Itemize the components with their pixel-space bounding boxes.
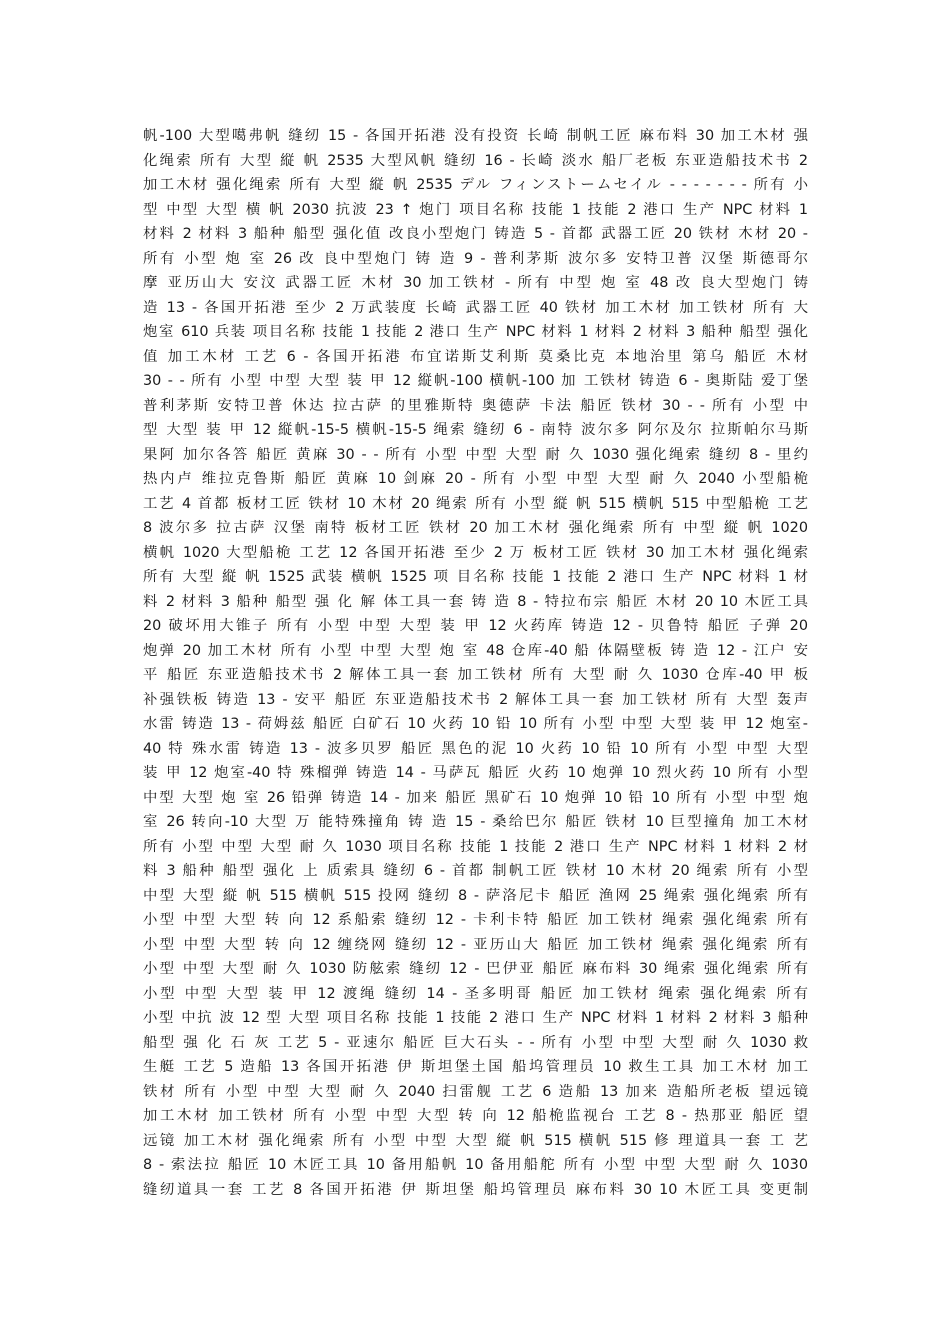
text-line: 小型 中型 大型 装 甲 12 渡绳 缝纫 14 - 圣多明哥 船匠 加工铁材 绳索 强化绳索 所有 — [143, 985, 808, 1002]
text-line: 帆-100 大型噶弗帆 缝纫 15 - 各国开拓港 没有投资 长崎 制帆工匠 麻布料 30 加工木材 强 — [143, 128, 808, 144]
text-line: 值 加工木材 工艺 6 - 各国开拓港 布宜诺斯艾利斯 莫桑比克 本地治里 第乌 船匠 木材 — [143, 348, 808, 365]
text-line: 中型 大型 縦 帆 515 横帆 515 投网 缝纫 8 - 萨洛尼卡 船匠 渔网 25 绳索 强化绳索 所有 — [143, 887, 808, 904]
text-line: 炮弹 20 加工木材 所有 小型 中型 大型 炮 室 48 仓库-40 船 体隔壁板 铸 造 12 - 江户 安 — [143, 642, 808, 659]
document-body-text — [143, 124, 808, 1202]
text-line: 30 - - 所有 小型 中型 大型 装 甲 12 縦帆-100 横帆-100 加 工铁材 铸造 6 - 奥斯陆 爱丁堡 — [143, 373, 808, 389]
text-line: 所有 小型 中型 大型 耐 久 1030 项目名称 技能 1 技能 2 港口 生产 NPC 材料 1 材料 2 材 — [143, 838, 808, 855]
text-line: 工艺 4 首都 板材工匠 铁材 10 木材 20 绳索 所有 小型 縦 帆 515 横帆 515 中型船桅 工艺 — [143, 495, 808, 512]
text-line: 远镜 加工木材 强化绳索 所有 小型 中型 大型 縦 帆 515 横帆 515 修 理道具一套 工 艺 — [143, 1132, 808, 1149]
text-line: 普利茅斯 安特卫普 休达 拉古萨 的里雅斯特 奥德萨 卡法 船匠 铁材 30 - - 所有 小型 中 — [143, 397, 808, 414]
text-line: 20 破坏用大锥子 所有 小型 中型 大型 装 甲 12 火药库 铸造 12 - 贝鲁特 船匠 子弹 20 — [143, 618, 808, 634]
text-line: 炮室 610 兵装 项目名称 技能 1 技能 2 港口 生产 NPC 材料 1 材料 2 材料 3 船种 船型 强化 — [143, 324, 808, 340]
text-line: 平 船匠 东亚造船技术书 2 解体工具一套 加工铁材 所有 大型 耐 久 1030 仓库-40 甲 板 — [143, 667, 808, 683]
text-line: 热内卢 维拉克鲁斯 船匠 黄麻 10 剑麻 20 - 所有 小型 中型 大型 耐 久 2040 小型船桅 — [143, 471, 808, 487]
text-line: 小型 中型 大型 转 向 12 系船索 缝纫 12 - 卡利卡特 船匠 加工铁材 绳索 强化绳索 所有 — [143, 912, 808, 928]
text-line: 所有 小型 炮 室 26 改 良中型炮门 铸 造 9 - 普利茅斯 波尔多 安特卫普 汉堡 斯德哥尔 — [143, 250, 808, 267]
text-line: 船型 强 化 石 灰 工艺 5 - 亚速尔 船匠 巨大石头 - - 所有 小型 中型 大型 耐 久 1030 救 — [143, 1034, 808, 1051]
text-line: 生艇 工艺 5 造船 13 各国开拓港 伊 斯坦堡土国 船坞管理员 10 救生工具 加工木材 加工 — [143, 1059, 808, 1075]
text-line: 加工木材 强化绳索 所有 大型 縦 帆 2535 デル フィンストームセイル - - - - - - - 所有 小 — [143, 177, 808, 193]
text-line: 中型 大型 炮 室 26 铅弹 铸造 14 - 加来 船匠 黑矿石 10 炮弹 10 铅 10 所有 小型 中型 炮 — [143, 789, 808, 806]
text-line: 型 中型 大型 横 帆 2030 抗波 23 ↑ 炮门 项目名称 技能 1 技能 2 港口 生产 NPC 材料 1 — [143, 201, 808, 218]
text-line: 所有 大型 縦 帆 1525 武装 横帆 1525 项 目名称 技能 1 技能 2 港口 生产 NPC 材料 1 材 — [143, 569, 808, 585]
text-line: 果阿 加尔各答 船匠 黄麻 30 - - 所有 小型 中型 大型 耐 久 1030 强化绳索 缝纫 8 - 里约 — [143, 446, 808, 463]
text-line: 小型 中型 大型 耐 久 1030 防舷索 缝纫 12 - 巴伊亚 船匠 麻布料 30 绳索 强化绳索 所有 — [143, 961, 808, 977]
text-line: 料 2 材料 3 船种 船型 强 化 解 体工具一套 铸 造 8 - 特拉布宗 船匠 木材 20 10 木匠工具 — [143, 593, 808, 610]
text-line: 40 特 殊水雷 铸造 13 - 波多贝罗 船匠 黑色的泥 10 火药 10 铅 10 所有 小型 中型 大型 — [143, 740, 808, 757]
text-line: 小型 中型 大型 转 向 12 缠绕网 缝纫 12 - 亚历山大 船匠 加工铁材 绳索 强化绳索 所有 — [143, 936, 808, 953]
text-line: 料 3 船种 船型 强化 上 质索具 缝纫 6 - 首都 制帆工匠 铁材 10 木材 20 绳索 所有 小型 — [143, 863, 808, 879]
text-line: 摩 亚历山大 安汶 武器工匠 木材 30 加工铁材 - 所有 中型 炮 室 48 改 良大型炮门 铸 — [143, 275, 808, 291]
text-line: 造 13 - 各国开拓港 至少 2 万武装度 长崎 武器工匠 40 铁材 加工木材 加工铁材 所有 大 — [143, 299, 808, 316]
text-line: 化绳索 所有 大型 縦 帆 2535 大型风帆 缝纫 16 - 长崎 淡水 船厂老板 东亚造船技术书 2 — [143, 152, 808, 169]
text-line: 补强铁板 铸造 13 - 安平 船匠 东亚造船技术书 2 解体工具一套 加工铁材 所有 大型 轰声 — [143, 691, 808, 708]
text-line: 装 甲 12 炮室-40 特 殊榴弹 铸造 14 - 马萨瓦 船匠 火药 10 炮弹 10 烈火药 10 所有 小型 — [143, 765, 808, 781]
text-line: 横帆 1020 大型船桅 工艺 12 各国开拓港 至少 2 万 板材工匠 铁材 30 加工木材 强化绳索 — [143, 544, 808, 561]
text-line: 室 26 转向-10 大型 万 能特殊撞角 铸 造 15 - 桑给巴尔 船匠 铁材 10 巨型撞角 加工木材 — [143, 814, 808, 830]
text-line: 小型 中抗 波 12 型 大型 项目名称 技能 1 技能 2 港口 生产 NPC 材料 1 材料 2 材料 3 船种 — [143, 1010, 808, 1026]
text-line: 水雷 铸造 13 - 荷姆兹 船匠 白矿石 10 火药 10 铅 10 所有 小型 中型 大型 装 甲 12 炮室- — [143, 716, 808, 732]
text-line: 缝纫道具一套 工艺 8 各国开拓港 伊 斯坦堡 船坞管理员 麻布料 30 10 木匠工具 变更制 — [143, 1181, 808, 1198]
text-line: 加工木材 加工铁材 所有 小型 中型 大型 转 向 12 船桅监视台 工艺 8 - 热那亚 船匠 望 — [143, 1108, 808, 1124]
text-line: 8 波尔多 拉古萨 汉堡 南特 板材工匠 铁材 20 加工木材 强化绳索 所有 中型 縦 帆 1020 — [143, 520, 808, 536]
text-line: 型 大型 装 甲 12 縦帆-15-5 横帆-15-5 绳索 缝纫 6 - 南特 波尔多 阿尔及尔 拉斯帕尔马斯 — [143, 422, 808, 438]
text-line: 材料 2 材料 3 船种 船型 强化值 改良小型炮门 铸造 5 - 首都 武器工匠 20 铁材 木材 20 - — [143, 226, 808, 242]
text-line: 8 - 索法拉 船匠 10 木匠工具 10 备用船帆 10 备用船舵 所有 小型 中型 大型 耐 久 1030 — [143, 1157, 808, 1173]
text-line: 铁材 所有 小型 中型 大型 耐 久 2040 扫雷舰 工艺 6 造船 13 加来 造船所老板 望远镜 — [143, 1083, 808, 1100]
